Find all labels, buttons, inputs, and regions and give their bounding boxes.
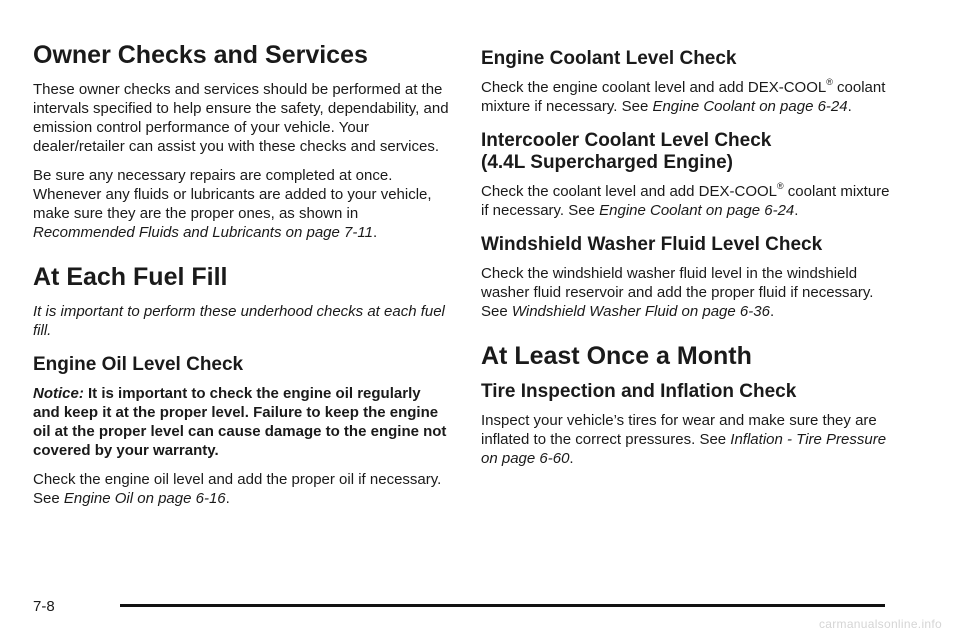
tire-text: Inspect your vehicle’s tires for wear and make sure they are inflated to the correct pressures. See [481,412,877,448]
notice-text: It is important to check the engine oil regularly and keep it at the proper level. Failure to keep the engine oil at the proper level can cause damage to the engine not covered by your warranty. [33,385,447,459]
page-number: 7-8 [33,598,55,615]
left-column [33,40,451,518]
period: . [372,224,378,241]
intercooler-text: Check the coolant level and add DEX-COOL [481,183,777,200]
right-column [481,48,899,478]
heading-engine-oil: Engine Oil Level Check [33,354,244,375]
tire-paragraph [481,411,899,468]
section-title-once-a-month: At Least Once a Month [481,342,752,370]
intercooler-text-2: coolant mixture if necessary. See [481,183,890,219]
engine-coolant-reference-link[interactable]: Engine Coolant on page 6-24 [652,98,848,115]
intercooler-heading-line2: (4.4L Supercharged Engine) [481,152,733,173]
fuel-fill-note: It is important to perform these underhood checks at each fuel fill. [33,303,445,339]
registered-mark: ® [826,77,833,87]
intro-paragraph-2 [33,166,451,242]
section-title-owner-checks: Owner Checks and Services [33,41,368,69]
registered-mark: ® [777,181,784,191]
washer-fluid-reference-link[interactable]: Windshield Washer Fluid on page 6-36 [511,303,770,320]
washer-paragraph [481,264,899,321]
coolant-paragraph [481,78,899,116]
period: . [769,303,775,320]
engine-oil-reference-link[interactable]: Engine Oil on page 6-16 [63,490,226,507]
coolant-text: Check the engine coolant level and add DEX-COOL [481,79,827,96]
notice-paragraph [33,384,451,460]
oil-text: Check the engine oil level and add the proper oil if necessary. See [33,471,442,507]
intro-p2-text: Be sure any necessary repairs are completed at once. Whenever any fluids or lubricants are added to your vehicle, make sure they are the proper ones, as shown in [33,167,432,222]
coolant-text-2: coolant mixture if necessary. See [481,79,886,115]
intercooler-heading-line1: Intercooler Coolant Level Check [481,130,772,151]
section-title-fuel-fill: At Each Fuel Fill [33,263,228,291]
tire-pressure-reference-link[interactable]: Inflation - Tire Pressure on page 6-60 [481,431,887,467]
heading-washer-fluid: Windshield Washer Fluid Level Check [481,234,823,255]
heading-intercooler [481,130,899,174]
watermark: carmanualsonline.info [818,617,942,631]
washer-text: Check the windshield washer fluid level in the windshield washer fluid reservoir and add the proper fluid if necessary. See [481,265,874,320]
period: . [847,98,852,115]
period: . [225,490,230,507]
fluids-reference-link[interactable]: Recommended Fluids and Lubricants on page 7-11 [33,224,373,241]
period: . [569,450,574,467]
oil-paragraph [33,470,451,508]
intercooler-paragraph [481,182,899,220]
intro-paragraph-1: These owner checks and services should be performed at the intervals specified to help ensure the safety, dependability, and emission control performance of your vehicle. Your dealer/retailer can assist you with these checks and services. [33,81,449,155]
heading-tire-inspection: Tire Inspection and Inflation Check [481,381,797,402]
footer-rule [120,604,885,607]
notice-label: Notice: [33,385,84,402]
period: . [794,202,799,219]
intercooler-coolant-reference-link[interactable]: Engine Coolant on page 6-24 [599,202,795,219]
heading-engine-coolant: Engine Coolant Level Check [481,48,737,69]
